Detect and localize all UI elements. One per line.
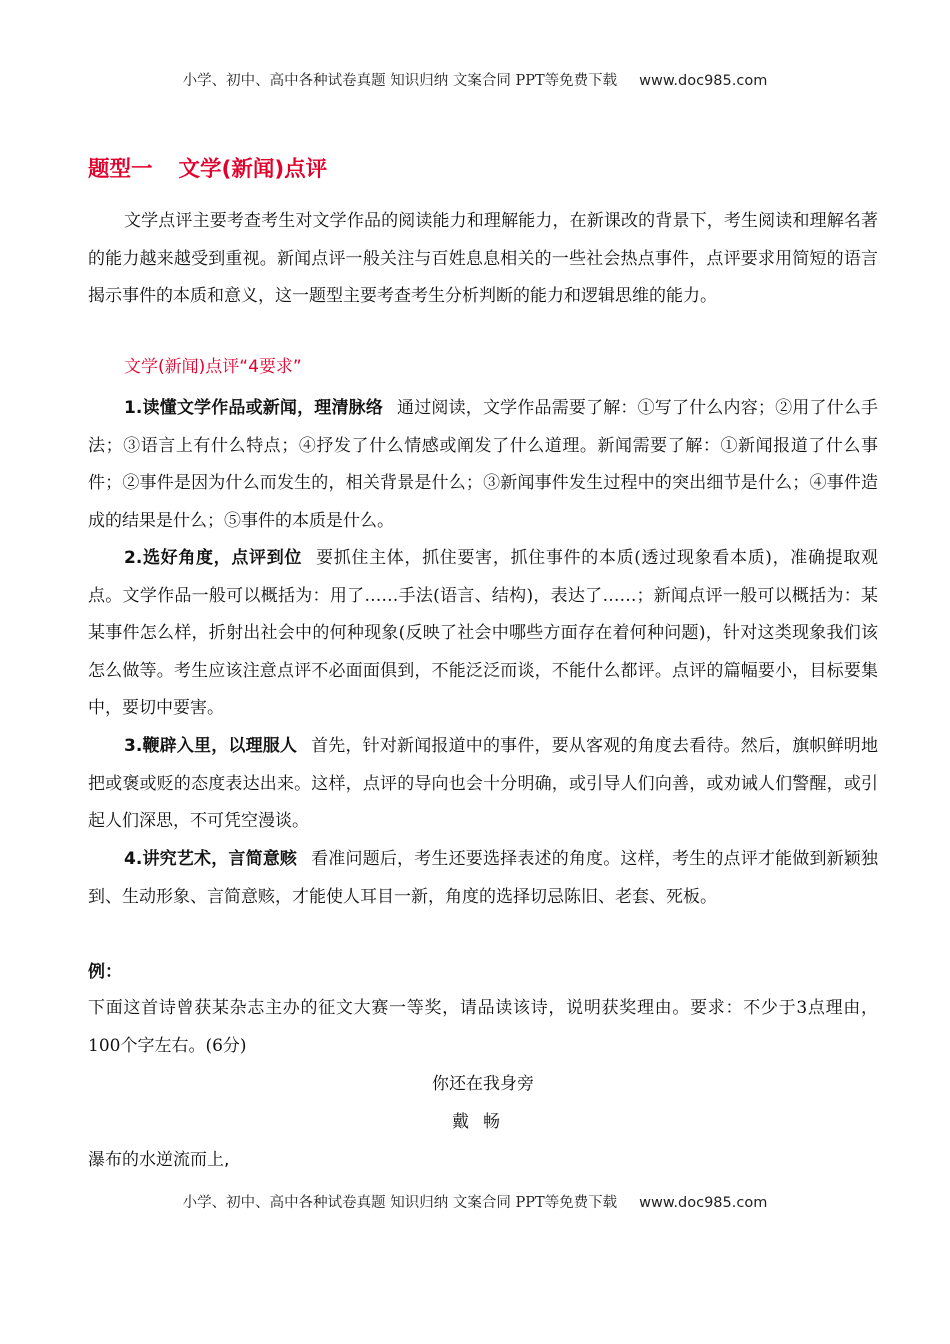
requirement-1 (88, 390, 878, 540)
footer-url[interactable]: www.doc985.com (639, 1195, 768, 1211)
poem-first-line: 瀑布的水逆流而上, (88, 1150, 230, 1170)
example-prompt: 下面这首诗曾获某杂志主办的征文大赛一等奖，请品读该诗，说明获奖理由。要求：不少于3点理由，100个字左右。(6分) (88, 998, 878, 1056)
poem-title: 你还在我身旁 (432, 1074, 534, 1094)
poem-author: 戴畅 (452, 1112, 514, 1132)
requirement-3-text: 首先，针对新闻报道中的事件，要从客观的角度去看待。然后，旗帜鲜明地把或褒或贬的态度表达出来。这样，点评的导向也会十分明确，或引导人们向善，或劝诫人们警醒，或引起人们深思，不可凭空漫谈。 (88, 736, 878, 831)
header-text: 小学、初中、高中各种试卷真题 知识归纳 文案合同 PPT等免费下载 (182, 73, 618, 89)
section-title (88, 152, 327, 183)
subheading: 文学(新闻)点评“4要求” (124, 357, 302, 377)
requirement-2-text: 要抓住主体，抓住要害，抓住事件的本质(透过现象看本质)，准确提取观点。文学作品一般可以概括为：用了……手法(语言、结构)，表达了……；新闻点评一般可以概括为：某某事件怎么样，折射出社会中的何种现象(反映了社会中哪些方面存在着何种问题)，针对这类现象我们该怎么做等。考生应该注意点评不必面面俱到，不能泛泛而谈，不能什么都评。点评的篇幅要小，目标要集中，要切中要害。 (88, 548, 878, 718)
requirement-3-lead: 3.鞭辟入里，以理服人 (124, 736, 298, 756)
example-label: 例： (88, 962, 122, 982)
intro-paragraph: 文学点评主要考查考生对文学作品的阅读能力和理解能力，在新课改的背景下，考生阅读和理解名著的能力越来越受到重视。新闻点评一般关注与百姓息息相关的一些社会热点事件，点评要求用简短的语言揭示事件的本质和意义，这一题型主要考查考生分析判断的能力和逻辑思维的能力。 (88, 211, 878, 306)
requirement-4-lead: 4.讲究艺术，言简意赅 (124, 849, 298, 869)
header-url[interactable]: www.doc985.com (639, 73, 768, 89)
requirement-4-text: 看准问题后，考生还要选择表述的角度。这样，考生的点评才能做到新颖独到、生动形象、言简意赅，才能使人耳目一新，角度的选择切忌陈旧、老套、死板。 (88, 849, 878, 907)
requirement-2 (88, 540, 878, 728)
requirement-4 (88, 841, 878, 916)
section-label: 题型一 (88, 157, 153, 182)
footer-text: 小学、初中、高中各种试卷真题 知识归纳 文案合同 PPT等免费下载 (182, 1195, 618, 1211)
page-footer (0, 1191, 950, 1212)
page-header (0, 69, 950, 90)
requirement-1-lead: 1.读懂文学作品或新闻，理清脉络 (124, 398, 384, 418)
requirement-2-lead: 2.选好角度，点评到位 (124, 548, 303, 568)
section-title-text: 文学(新闻)点评 (178, 157, 328, 182)
requirement-1-text: 通过阅读，文学作品需要了解：①写了什么内容；②用了什么手法；③语言上有什么特点；④抒发了什么情感或阐发了什么道理。新闻需要了解：①新闻报道了什么事件；②事件是因为什么而发生的，相关背景是什么；③新闻事件发生过程中的突出细节是什么；④事件造成的结果是什么；⑤事件的本质是什么。 (88, 398, 878, 531)
requirement-3 (88, 728, 878, 841)
